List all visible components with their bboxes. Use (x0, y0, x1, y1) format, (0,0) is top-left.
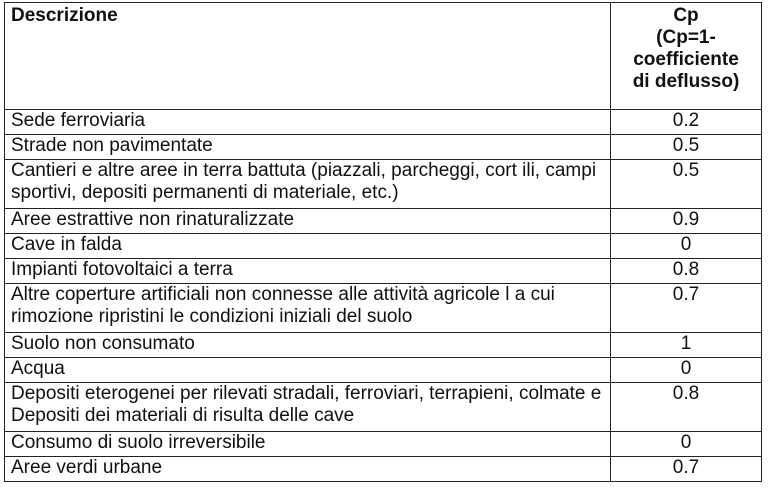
description-cell: Depositi eterogenei per rilevati stradali, ferroviari, terrapieni, colmate e Depositi dei materiali di risulta delle cave (5, 383, 611, 432)
table-row (5, 333, 762, 358)
description-cell: Strade non pavimentate (5, 135, 611, 160)
cp-value-cell: 0 (611, 358, 762, 383)
description-cell: Consumo di suolo irreversibile (5, 432, 611, 457)
description-cell: Altre coperture artificiali non connesse alle attività agricole l a cui rimozione ripristini le condizioni iniziali del suolo (5, 284, 611, 333)
cp-value-cell: 0.2 (611, 110, 762, 135)
description-cell: Cave in falda (5, 234, 611, 259)
cp-value-cell: 0.5 (611, 160, 762, 209)
description-cell: Suolo non consumato (5, 333, 611, 358)
table-row (5, 234, 762, 259)
description-cell: Cantieri e altre aree in terra battuta (piazzali, parcheggi, cort ili, campi sportivi, depositi permanenti di materiale, etc.) (5, 160, 611, 209)
description-cell: Aree verdi urbane (5, 457, 611, 482)
table-row (5, 358, 762, 383)
cp-value-cell: 0.7 (611, 284, 762, 333)
table-row (5, 135, 762, 160)
cp-value-cell: 0.7 (611, 457, 762, 482)
table-row (5, 457, 762, 482)
header-row (5, 3, 762, 110)
cp-value-cell: 0.9 (611, 209, 762, 234)
table-row (5, 209, 762, 234)
description-cell: Sede ferroviaria (5, 110, 611, 135)
table-row (5, 160, 762, 209)
cp-value-cell: 0.8 (611, 259, 762, 284)
cp-value-cell: 0 (611, 234, 762, 259)
cp-value-cell: 0 (611, 432, 762, 457)
table-row (5, 383, 762, 432)
cp-value-cell: 1 (611, 333, 762, 358)
table-row (5, 259, 762, 284)
description-cell: Aree estrattive non rinaturalizzate (5, 209, 611, 234)
cp-value-cell: 0.8 (611, 383, 762, 432)
table-row (5, 110, 762, 135)
header-cp: Cp (Cp=1- coefficiente di deflusso) (611, 3, 762, 110)
cp-value-cell: 0.5 (611, 135, 762, 160)
cp-table (4, 2, 762, 482)
table-row (5, 284, 762, 333)
description-cell: Acqua (5, 358, 611, 383)
table-row (5, 432, 762, 457)
header-descrizione: Descrizione (5, 3, 611, 110)
description-cell: Impianti fotovoltaici a terra (5, 259, 611, 284)
